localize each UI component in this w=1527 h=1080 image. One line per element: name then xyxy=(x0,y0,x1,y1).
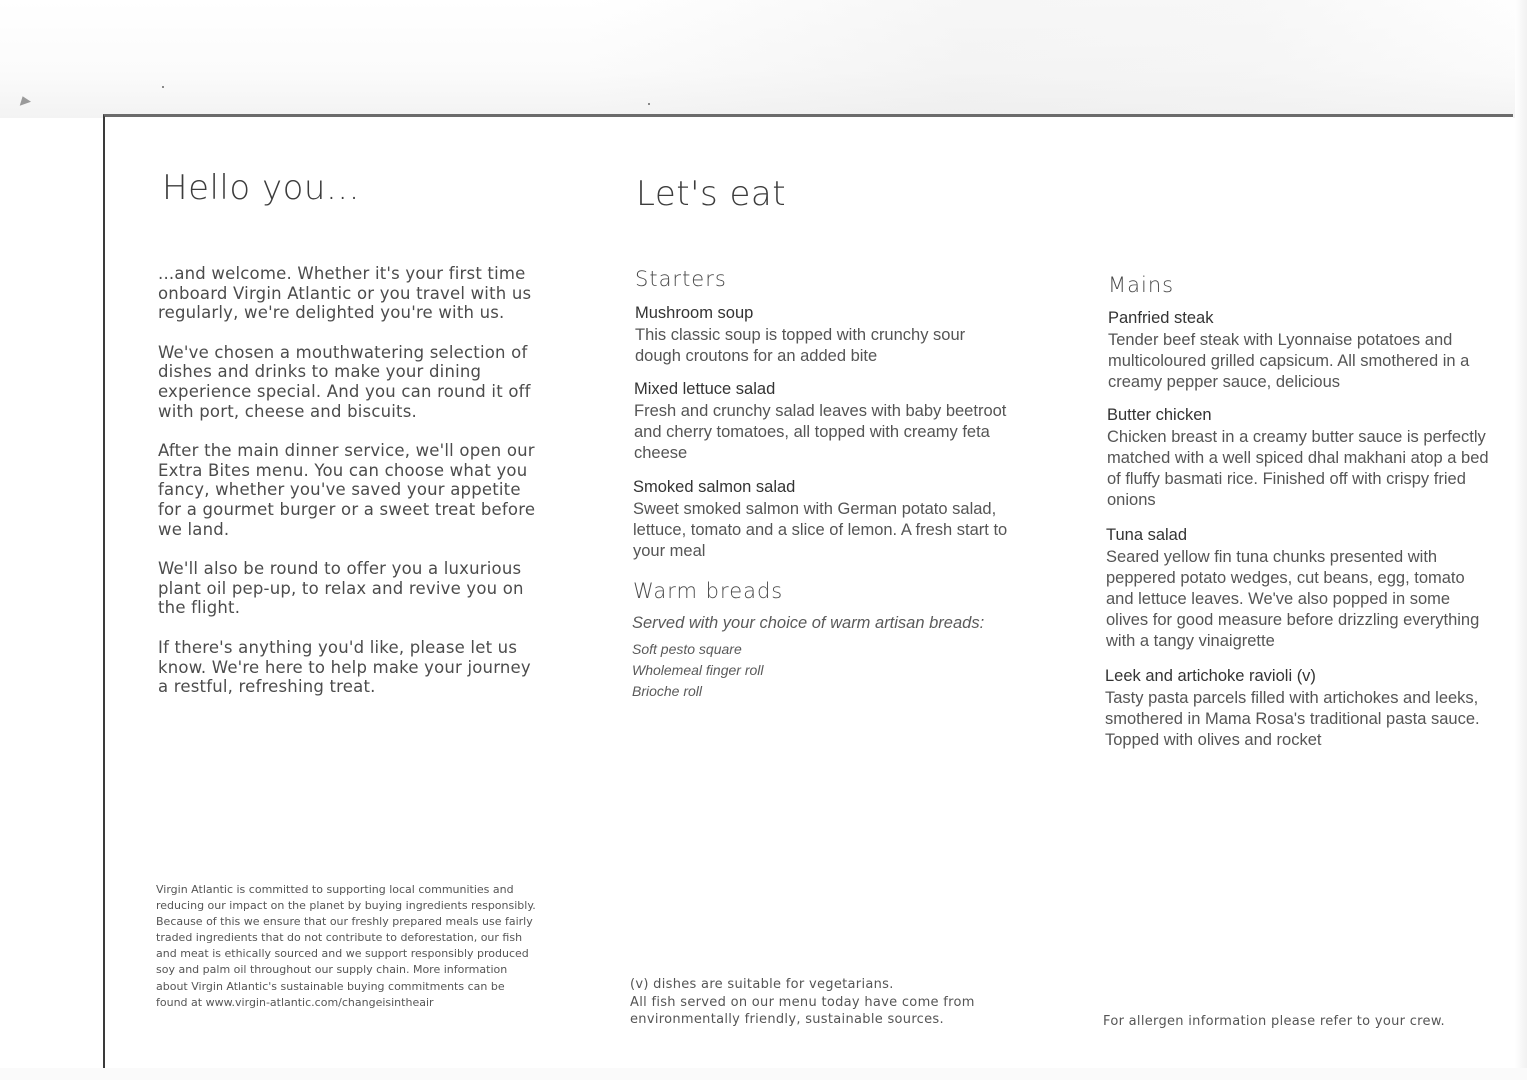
allergen-note: For allergen information please refer to your crew. xyxy=(1103,1014,1445,1029)
bread-item: Wholemeal finger roll xyxy=(632,662,764,678)
vegetarian-note: (v) dishes are suitable for vegetarians. xyxy=(630,977,894,992)
menu-item-description: Tasty pasta parcels filled with artichokes and leeks, smothered in Mama Rosa's traditional pasta sauce. Topped with olives and rocket xyxy=(1105,689,1480,749)
menu-item-mixed-lettuce-salad xyxy=(634,380,1014,464)
menu-item-description: Seared yellow fin tuna chunks presented with peppered potato wedges, cut beans, egg, tomato and lettuce leaves. We've also popped in some olives for good measure before drizzling everything with a tangy vinaigrette xyxy=(1106,548,1480,650)
welcome-paragraph: After the main dinner service, we'll open our Extra Bites menu. You can choose what you fancy, whether you've saved your appetite for a gourmet burger or a sweet treat before we land. xyxy=(158,441,536,539)
menu-item-description: Sweet smoked salmon with German potato salad, lettuce, tomato and a slice of lemon. A fresh start to your meal xyxy=(633,500,1008,560)
menu-item-description: Tender beef steak with Lyonnaise potatoes and multicoloured grilled capsicum. All smothered in a creamy pepper sauce, delicious xyxy=(1108,331,1470,391)
sustainability-note: Virgin Atlantic is committed to supporting local communities and reducing our impact on the planet by buying ingredients responsibly. Because of this we ensure that our freshly prepared meals use fairly traded ingredients that do not contribute to deforestation, our fish and meat is ethically sourced and we support responsibly produced soy and palm oil throughout our supply chain. More information about Virgin Atlantic's sustainable buying commitments can be found at www.virgin-atlantic.com/changeisintheair xyxy=(156,883,536,1009)
fish-sourcing-note: All fish served on our menu today have come from environmentally friendly, sustainable sources. xyxy=(630,994,975,1027)
menu-item-name: Tuna salad xyxy=(1106,526,1188,544)
menu-item-name: Butter chicken xyxy=(1107,406,1212,424)
bread-item: Brioche roll xyxy=(632,683,703,699)
scan-speck xyxy=(648,103,650,105)
menu-title: Let's eat xyxy=(636,174,787,214)
mains-heading: Mains xyxy=(1108,273,1175,297)
dietary-note xyxy=(630,976,1010,1029)
scanner-shadow xyxy=(590,0,1527,118)
scanner-bottom xyxy=(0,1068,1527,1080)
welcome-paragraph: ...and welcome. Whether it's your first time onboard Virgin Atlantic or you travel with us regularly, we're delighted you're with us. xyxy=(158,264,532,323)
welcome-text xyxy=(158,264,538,717)
menu-item-name: Leek and artichoke ravioli (v) xyxy=(1105,667,1316,685)
welcome-title: Hello you... xyxy=(162,168,360,208)
bread-item: Soft pesto square xyxy=(632,641,742,657)
welcome-paragraph: If there's anything you'd like, please let us know. We're here to help make your journey a restful, refreshing treat. xyxy=(158,637,531,697)
menu-item-mushroom-soup xyxy=(635,304,1015,367)
menu-item-leek-artichoke-ravioli xyxy=(1105,667,1490,751)
breads-heading: Warm breads xyxy=(633,579,784,603)
menu-item-smoked-salmon-salad xyxy=(633,478,1017,562)
menu-item-name: Panfried steak xyxy=(1108,309,1214,327)
menu-item-panfried-steak xyxy=(1108,309,1488,393)
menu-item-name: Mushroom soup xyxy=(635,304,754,322)
scanner-edge xyxy=(1515,0,1527,1080)
menu-item-butter-chicken xyxy=(1107,406,1492,511)
breads-section xyxy=(632,614,1052,702)
welcome-paragraph: We've chosen a mouthwatering selection of dishes and drinks to make your dining experience special. And you can round it off with port, cheese and biscuits. xyxy=(158,342,531,421)
breads-list xyxy=(632,639,1052,702)
menu-item-tuna-salad xyxy=(1106,526,1491,652)
menu-item-name: Smoked salmon salad xyxy=(633,478,796,496)
menu-item-description: Fresh and crunchy salad leaves with baby beetroot and cherry tomatoes, all topped with creamy feta cheese xyxy=(634,402,1007,462)
menu-item-description: Chicken breast in a creamy butter sauce is perfectly matched with a well spiced dhal makhani atop a bed of fluffy basmati rice. Finished off with crispy fried onions xyxy=(1107,428,1489,509)
menu-item-description: This classic soup is topped with crunchy sour dough croutons for an added bite xyxy=(635,326,966,365)
breads-intro: Served with your choice of warm artisan breads: xyxy=(632,614,985,632)
menu-item-name: Mixed lettuce salad xyxy=(634,380,776,398)
scan-speck xyxy=(162,86,164,88)
welcome-paragraph: We'll also be round to offer you a luxurious plant oil pep-up, to relax and revive you on the flight. xyxy=(158,559,524,618)
starters-heading: Starters xyxy=(635,267,727,291)
